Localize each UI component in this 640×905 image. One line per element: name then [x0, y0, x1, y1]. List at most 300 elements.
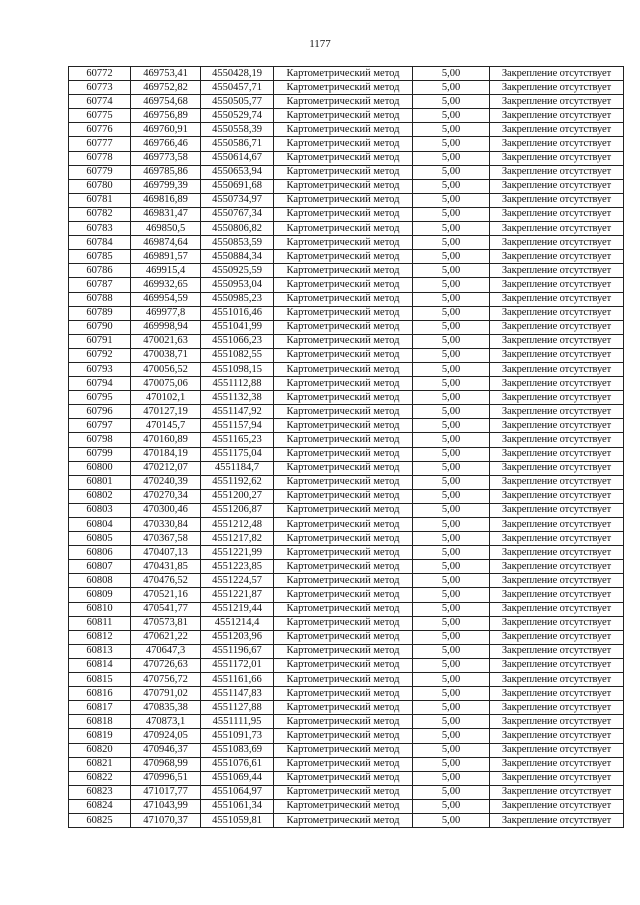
fixing-description-cell: Закрепление отсутствует [490, 391, 624, 405]
y-coordinate-cell: 4551192,62 [201, 475, 274, 489]
x-coordinate-cell: 470102,1 [131, 391, 201, 405]
precision-cell: 5,00 [413, 503, 490, 517]
table-row [69, 715, 624, 729]
y-coordinate-cell: 4551206,87 [201, 503, 274, 517]
point-number-cell: 60786 [69, 264, 131, 278]
y-coordinate-cell: 4551219,44 [201, 602, 274, 616]
point-number-cell: 60804 [69, 518, 131, 532]
table-row [69, 391, 624, 405]
precision-cell: 5,00 [413, 405, 490, 419]
method-cell: Картометрический метод [274, 757, 413, 771]
fixing-description-cell: Закрепление отсутствует [490, 433, 624, 447]
table-row [69, 405, 624, 419]
x-coordinate-cell: 469785,86 [131, 165, 201, 179]
fixing-description-cell: Закрепление отсутствует [490, 377, 624, 391]
precision-cell: 5,00 [413, 151, 490, 165]
fixing-description-cell: Закрепление отсутствует [490, 151, 624, 165]
method-cell: Картометрический метод [274, 518, 413, 532]
method-cell: Картометрический метод [274, 644, 413, 658]
precision-cell: 5,00 [413, 785, 490, 799]
x-coordinate-cell: 469831,47 [131, 207, 201, 221]
table-row [69, 757, 624, 771]
method-cell: Картометрический метод [274, 602, 413, 616]
precision-cell: 5,00 [413, 109, 490, 123]
x-coordinate-cell: 470968,99 [131, 757, 201, 771]
table-row [69, 320, 624, 334]
x-coordinate-cell: 469752,82 [131, 81, 201, 95]
precision-cell: 5,00 [413, 574, 490, 588]
fixing-description-cell: Закрепление отсутствует [490, 179, 624, 193]
y-coordinate-cell: 4551041,99 [201, 320, 274, 334]
fixing-description-cell: Закрепление отсутствует [490, 362, 624, 376]
fixing-description-cell: Закрепление отсутствует [490, 475, 624, 489]
point-number-cell: 60820 [69, 743, 131, 757]
y-coordinate-cell: 4551016,46 [201, 306, 274, 320]
fixing-description-cell: Закрепление отсутствует [490, 236, 624, 250]
x-coordinate-cell: 469977,8 [131, 306, 201, 320]
fixing-description-cell: Закрепление отсутствует [490, 743, 624, 757]
x-coordinate-cell: 469799,39 [131, 179, 201, 193]
point-number-cell: 60811 [69, 616, 131, 630]
x-coordinate-cell: 470270,34 [131, 489, 201, 503]
x-coordinate-cell: 469773,58 [131, 151, 201, 165]
point-number-cell: 60774 [69, 95, 131, 109]
x-coordinate-cell: 469753,41 [131, 67, 201, 81]
method-cell: Картометрический метод [274, 348, 413, 362]
table-row [69, 461, 624, 475]
point-number-cell: 60813 [69, 644, 131, 658]
precision-cell: 5,00 [413, 771, 490, 785]
method-cell: Картометрический метод [274, 574, 413, 588]
x-coordinate-cell: 470621,22 [131, 630, 201, 644]
precision-cell: 5,00 [413, 489, 490, 503]
method-cell: Картометрический метод [274, 362, 413, 376]
method-cell: Картометрический метод [274, 433, 413, 447]
method-cell: Картометрический метод [274, 658, 413, 672]
fixing-description-cell: Закрепление отсутствует [490, 222, 624, 236]
table-row [69, 419, 624, 433]
fixing-description-cell: Закрепление отсутствует [490, 306, 624, 320]
table-row [69, 799, 624, 813]
fixing-description-cell: Закрепление отсутствует [490, 109, 624, 123]
point-number-cell: 60779 [69, 165, 131, 179]
fixing-description-cell: Закрепление отсутствует [490, 503, 624, 517]
x-coordinate-cell: 470212,07 [131, 461, 201, 475]
y-coordinate-cell: 4551083,69 [201, 743, 274, 757]
fixing-description-cell: Закрепление отсутствует [490, 447, 624, 461]
x-coordinate-cell: 470541,77 [131, 602, 201, 616]
x-coordinate-cell: 470756,72 [131, 673, 201, 687]
point-number-cell: 60799 [69, 447, 131, 461]
y-coordinate-cell: 4551184,7 [201, 461, 274, 475]
y-coordinate-cell: 4550529,74 [201, 109, 274, 123]
method-cell: Картометрический метод [274, 405, 413, 419]
x-coordinate-cell: 470056,52 [131, 362, 201, 376]
coordinates-table-body [69, 67, 624, 828]
precision-cell: 5,00 [413, 743, 490, 757]
y-coordinate-cell: 4551214,4 [201, 616, 274, 630]
fixing-description-cell: Закрепление отсутствует [490, 489, 624, 503]
y-coordinate-cell: 4550806,82 [201, 222, 274, 236]
precision-cell: 5,00 [413, 165, 490, 179]
precision-cell: 5,00 [413, 701, 490, 715]
x-coordinate-cell: 470996,51 [131, 771, 201, 785]
y-coordinate-cell: 4550691,68 [201, 179, 274, 193]
method-cell: Картометрический метод [274, 179, 413, 193]
method-cell: Картометрический метод [274, 630, 413, 644]
y-coordinate-cell: 4550558,39 [201, 123, 274, 137]
table-row [69, 574, 624, 588]
fixing-description-cell: Закрепление отсутствует [490, 799, 624, 813]
table-row [69, 743, 624, 757]
x-coordinate-cell: 469954,59 [131, 292, 201, 306]
x-coordinate-cell: 470240,39 [131, 475, 201, 489]
method-cell: Картометрический метод [274, 193, 413, 207]
y-coordinate-cell: 4550428,19 [201, 67, 274, 81]
fixing-description-cell: Закрепление отсутствует [490, 250, 624, 264]
point-number-cell: 60824 [69, 799, 131, 813]
precision-cell: 5,00 [413, 644, 490, 658]
precision-cell: 5,00 [413, 447, 490, 461]
fixing-description-cell: Закрепление отсутствует [490, 602, 624, 616]
y-coordinate-cell: 4550925,59 [201, 264, 274, 278]
method-cell: Картометрический метод [274, 236, 413, 250]
precision-cell: 5,00 [413, 320, 490, 334]
x-coordinate-cell: 470038,71 [131, 348, 201, 362]
method-cell: Картометрический метод [274, 729, 413, 743]
y-coordinate-cell: 4551147,83 [201, 687, 274, 701]
method-cell: Картометрический метод [274, 419, 413, 433]
table-row [69, 447, 624, 461]
fixing-description-cell: Закрепление отсутствует [490, 560, 624, 574]
fixing-description-cell: Закрепление отсутствует [490, 701, 624, 715]
table-row [69, 532, 624, 546]
table-row [69, 602, 624, 616]
method-cell: Картометрический метод [274, 67, 413, 81]
point-number-cell: 60821 [69, 757, 131, 771]
fixing-description-cell: Закрепление отсутствует [490, 461, 624, 475]
y-coordinate-cell: 4551098,15 [201, 362, 274, 376]
fixing-description-cell: Закрепление отсутствует [490, 658, 624, 672]
table-row [69, 701, 624, 715]
fixing-description-cell: Закрепление отсутствует [490, 278, 624, 292]
method-cell: Картометрический метод [274, 264, 413, 278]
x-coordinate-cell: 471017,77 [131, 785, 201, 799]
method-cell: Картометрический метод [274, 447, 413, 461]
point-number-cell: 60797 [69, 419, 131, 433]
point-number-cell: 60806 [69, 546, 131, 560]
y-coordinate-cell: 4550884,34 [201, 250, 274, 264]
table-row [69, 813, 624, 827]
y-coordinate-cell: 4551223,85 [201, 560, 274, 574]
precision-cell: 5,00 [413, 518, 490, 532]
x-coordinate-cell: 470075,06 [131, 377, 201, 391]
precision-cell: 5,00 [413, 602, 490, 616]
y-coordinate-cell: 4551127,88 [201, 701, 274, 715]
y-coordinate-cell: 4551203,96 [201, 630, 274, 644]
point-number-cell: 60776 [69, 123, 131, 137]
y-coordinate-cell: 4551165,23 [201, 433, 274, 447]
table-row [69, 222, 624, 236]
point-number-cell: 60778 [69, 151, 131, 165]
table-row [69, 503, 624, 517]
point-number-cell: 60791 [69, 334, 131, 348]
method-cell: Картометрический метод [274, 292, 413, 306]
method-cell: Картометрический метод [274, 320, 413, 334]
y-coordinate-cell: 4551112,88 [201, 377, 274, 391]
y-coordinate-cell: 4550614,67 [201, 151, 274, 165]
table-row [69, 207, 624, 221]
x-coordinate-cell: 469891,57 [131, 250, 201, 264]
fixing-description-cell: Закрепление отсутствует [490, 588, 624, 602]
method-cell: Картометрический метод [274, 109, 413, 123]
x-coordinate-cell: 469932,65 [131, 278, 201, 292]
y-coordinate-cell: 4551059,81 [201, 813, 274, 827]
point-number-cell: 60807 [69, 560, 131, 574]
x-coordinate-cell: 470726,63 [131, 658, 201, 672]
method-cell: Картометрический метод [274, 151, 413, 165]
point-number-cell: 60798 [69, 433, 131, 447]
precision-cell: 5,00 [413, 222, 490, 236]
x-coordinate-cell: 469766,46 [131, 137, 201, 151]
point-number-cell: 60812 [69, 630, 131, 644]
x-coordinate-cell: 471070,37 [131, 813, 201, 827]
method-cell: Картометрический метод [274, 377, 413, 391]
fixing-description-cell: Закрепление отсутствует [490, 165, 624, 179]
point-number-cell: 60780 [69, 179, 131, 193]
y-coordinate-cell: 4550653,94 [201, 165, 274, 179]
point-number-cell: 60825 [69, 813, 131, 827]
fixing-description-cell: Закрепление отсутствует [490, 813, 624, 827]
x-coordinate-cell: 469754,68 [131, 95, 201, 109]
precision-cell: 5,00 [413, 391, 490, 405]
method-cell: Картометрический метод [274, 222, 413, 236]
point-number-cell: 60781 [69, 193, 131, 207]
method-cell: Картометрический метод [274, 503, 413, 517]
point-number-cell: 60803 [69, 503, 131, 517]
x-coordinate-cell: 470330,84 [131, 518, 201, 532]
method-cell: Картометрический метод [274, 489, 413, 503]
method-cell: Картометрический метод [274, 687, 413, 701]
y-coordinate-cell: 4551161,66 [201, 673, 274, 687]
table-row [69, 278, 624, 292]
x-coordinate-cell: 469850,5 [131, 222, 201, 236]
point-number-cell: 60792 [69, 348, 131, 362]
method-cell: Картометрический метод [274, 588, 413, 602]
y-coordinate-cell: 4551061,34 [201, 799, 274, 813]
precision-cell: 5,00 [413, 419, 490, 433]
table-row [69, 630, 624, 644]
method-cell: Картометрический метод [274, 123, 413, 137]
y-coordinate-cell: 4551064,97 [201, 785, 274, 799]
precision-cell: 5,00 [413, 560, 490, 574]
table-row [69, 546, 624, 560]
x-coordinate-cell: 469915,4 [131, 264, 201, 278]
method-cell: Картометрический метод [274, 616, 413, 630]
table-row [69, 123, 624, 137]
method-cell: Картометрический метод [274, 673, 413, 687]
y-coordinate-cell: 4550457,71 [201, 81, 274, 95]
precision-cell: 5,00 [413, 475, 490, 489]
fixing-description-cell: Закрепление отсутствует [490, 687, 624, 701]
point-number-cell: 60794 [69, 377, 131, 391]
point-number-cell: 60823 [69, 785, 131, 799]
table-row [69, 771, 624, 785]
y-coordinate-cell: 4551200,27 [201, 489, 274, 503]
precision-cell: 5,00 [413, 81, 490, 95]
table-row [69, 306, 624, 320]
point-number-cell: 60793 [69, 362, 131, 376]
precision-cell: 5,00 [413, 813, 490, 827]
fixing-description-cell: Закрепление отсутствует [490, 532, 624, 546]
y-coordinate-cell: 4550767,34 [201, 207, 274, 221]
table-row [69, 433, 624, 447]
fixing-description-cell: Закрепление отсутствует [490, 320, 624, 334]
table-row [69, 475, 624, 489]
fixing-description-cell: Закрепление отсутствует [490, 348, 624, 362]
x-coordinate-cell: 469816,89 [131, 193, 201, 207]
point-number-cell: 60795 [69, 391, 131, 405]
table-row [69, 109, 624, 123]
precision-cell: 5,00 [413, 137, 490, 151]
method-cell: Картометрический метод [274, 81, 413, 95]
y-coordinate-cell: 4550853,59 [201, 236, 274, 250]
method-cell: Картометрический метод [274, 743, 413, 757]
point-number-cell: 60788 [69, 292, 131, 306]
method-cell: Картометрический метод [274, 546, 413, 560]
y-coordinate-cell: 4551196,67 [201, 644, 274, 658]
fixing-description-cell: Закрепление отсутствует [490, 419, 624, 433]
method-cell: Картометрический метод [274, 475, 413, 489]
table-row [69, 687, 624, 701]
x-coordinate-cell: 469998,94 [131, 320, 201, 334]
x-coordinate-cell: 470791,02 [131, 687, 201, 701]
precision-cell: 5,00 [413, 306, 490, 320]
fixing-description-cell: Закрепление отсутствует [490, 729, 624, 743]
x-coordinate-cell: 469760,91 [131, 123, 201, 137]
method-cell: Картометрический метод [274, 250, 413, 264]
method-cell: Картометрический метод [274, 785, 413, 799]
method-cell: Картометрический метод [274, 165, 413, 179]
point-number-cell: 60784 [69, 236, 131, 250]
y-coordinate-cell: 4551132,38 [201, 391, 274, 405]
table-row [69, 673, 624, 687]
x-coordinate-cell: 470647,3 [131, 644, 201, 658]
fixing-description-cell: Закрепление отсутствует [490, 574, 624, 588]
precision-cell: 5,00 [413, 729, 490, 743]
method-cell: Картометрический метод [274, 278, 413, 292]
fixing-description-cell: Закрепление отсутствует [490, 518, 624, 532]
point-number-cell: 60775 [69, 109, 131, 123]
coordinates-table [68, 66, 624, 828]
point-number-cell: 60817 [69, 701, 131, 715]
fixing-description-cell: Закрепление отсутствует [490, 715, 624, 729]
method-cell: Картометрический метод [274, 95, 413, 109]
method-cell: Картометрический метод [274, 771, 413, 785]
method-cell: Картометрический метод [274, 715, 413, 729]
method-cell: Картометрический метод [274, 391, 413, 405]
point-number-cell: 60805 [69, 532, 131, 546]
precision-cell: 5,00 [413, 588, 490, 602]
x-coordinate-cell: 470946,37 [131, 743, 201, 757]
x-coordinate-cell: 470476,52 [131, 574, 201, 588]
table-row [69, 377, 624, 391]
table-row [69, 165, 624, 179]
table-row [69, 67, 624, 81]
y-coordinate-cell: 4551172,01 [201, 658, 274, 672]
table-row [69, 785, 624, 799]
method-cell: Картометрический метод [274, 137, 413, 151]
precision-cell: 5,00 [413, 532, 490, 546]
precision-cell: 5,00 [413, 546, 490, 560]
x-coordinate-cell: 470431,85 [131, 560, 201, 574]
y-coordinate-cell: 4551217,82 [201, 532, 274, 546]
table-row [69, 292, 624, 306]
point-number-cell: 60801 [69, 475, 131, 489]
table-row [69, 616, 624, 630]
y-coordinate-cell: 4551221,99 [201, 546, 274, 560]
precision-cell: 5,00 [413, 433, 490, 447]
fixing-description-cell: Закрепление отсутствует [490, 193, 624, 207]
y-coordinate-cell: 4551066,23 [201, 334, 274, 348]
point-number-cell: 60808 [69, 574, 131, 588]
x-coordinate-cell: 470407,13 [131, 546, 201, 560]
precision-cell: 5,00 [413, 193, 490, 207]
point-number-cell: 60777 [69, 137, 131, 151]
fixing-description-cell: Закрепление отсутствует [490, 616, 624, 630]
table-row [69, 151, 624, 165]
precision-cell: 5,00 [413, 207, 490, 221]
y-coordinate-cell: 4551082,55 [201, 348, 274, 362]
x-coordinate-cell: 470873,1 [131, 715, 201, 729]
precision-cell: 5,00 [413, 687, 490, 701]
precision-cell: 5,00 [413, 377, 490, 391]
point-number-cell: 60810 [69, 602, 131, 616]
y-coordinate-cell: 4551147,92 [201, 405, 274, 419]
precision-cell: 5,00 [413, 673, 490, 687]
precision-cell: 5,00 [413, 362, 490, 376]
y-coordinate-cell: 4551175,04 [201, 447, 274, 461]
x-coordinate-cell: 470573,81 [131, 616, 201, 630]
precision-cell: 5,00 [413, 95, 490, 109]
table-row [69, 560, 624, 574]
point-number-cell: 60783 [69, 222, 131, 236]
table-row [69, 264, 624, 278]
method-cell: Картометрический метод [274, 532, 413, 546]
point-number-cell: 60790 [69, 320, 131, 334]
precision-cell: 5,00 [413, 292, 490, 306]
fixing-description-cell: Закрепление отсутствует [490, 137, 624, 151]
y-coordinate-cell: 4551224,57 [201, 574, 274, 588]
table-row [69, 236, 624, 250]
table-row [69, 588, 624, 602]
x-coordinate-cell: 471043,99 [131, 799, 201, 813]
precision-cell: 5,00 [413, 348, 490, 362]
precision-cell: 5,00 [413, 616, 490, 630]
fixing-description-cell: Закрепление отсутствует [490, 771, 624, 785]
table-row [69, 137, 624, 151]
fixing-description-cell: Закрепление отсутствует [490, 757, 624, 771]
x-coordinate-cell: 470300,46 [131, 503, 201, 517]
x-coordinate-cell: 470521,16 [131, 588, 201, 602]
y-coordinate-cell: 4551076,61 [201, 757, 274, 771]
method-cell: Картометрический метод [274, 799, 413, 813]
point-number-cell: 60819 [69, 729, 131, 743]
point-number-cell: 60814 [69, 658, 131, 672]
precision-cell: 5,00 [413, 630, 490, 644]
table-row [69, 362, 624, 376]
point-number-cell: 60787 [69, 278, 131, 292]
